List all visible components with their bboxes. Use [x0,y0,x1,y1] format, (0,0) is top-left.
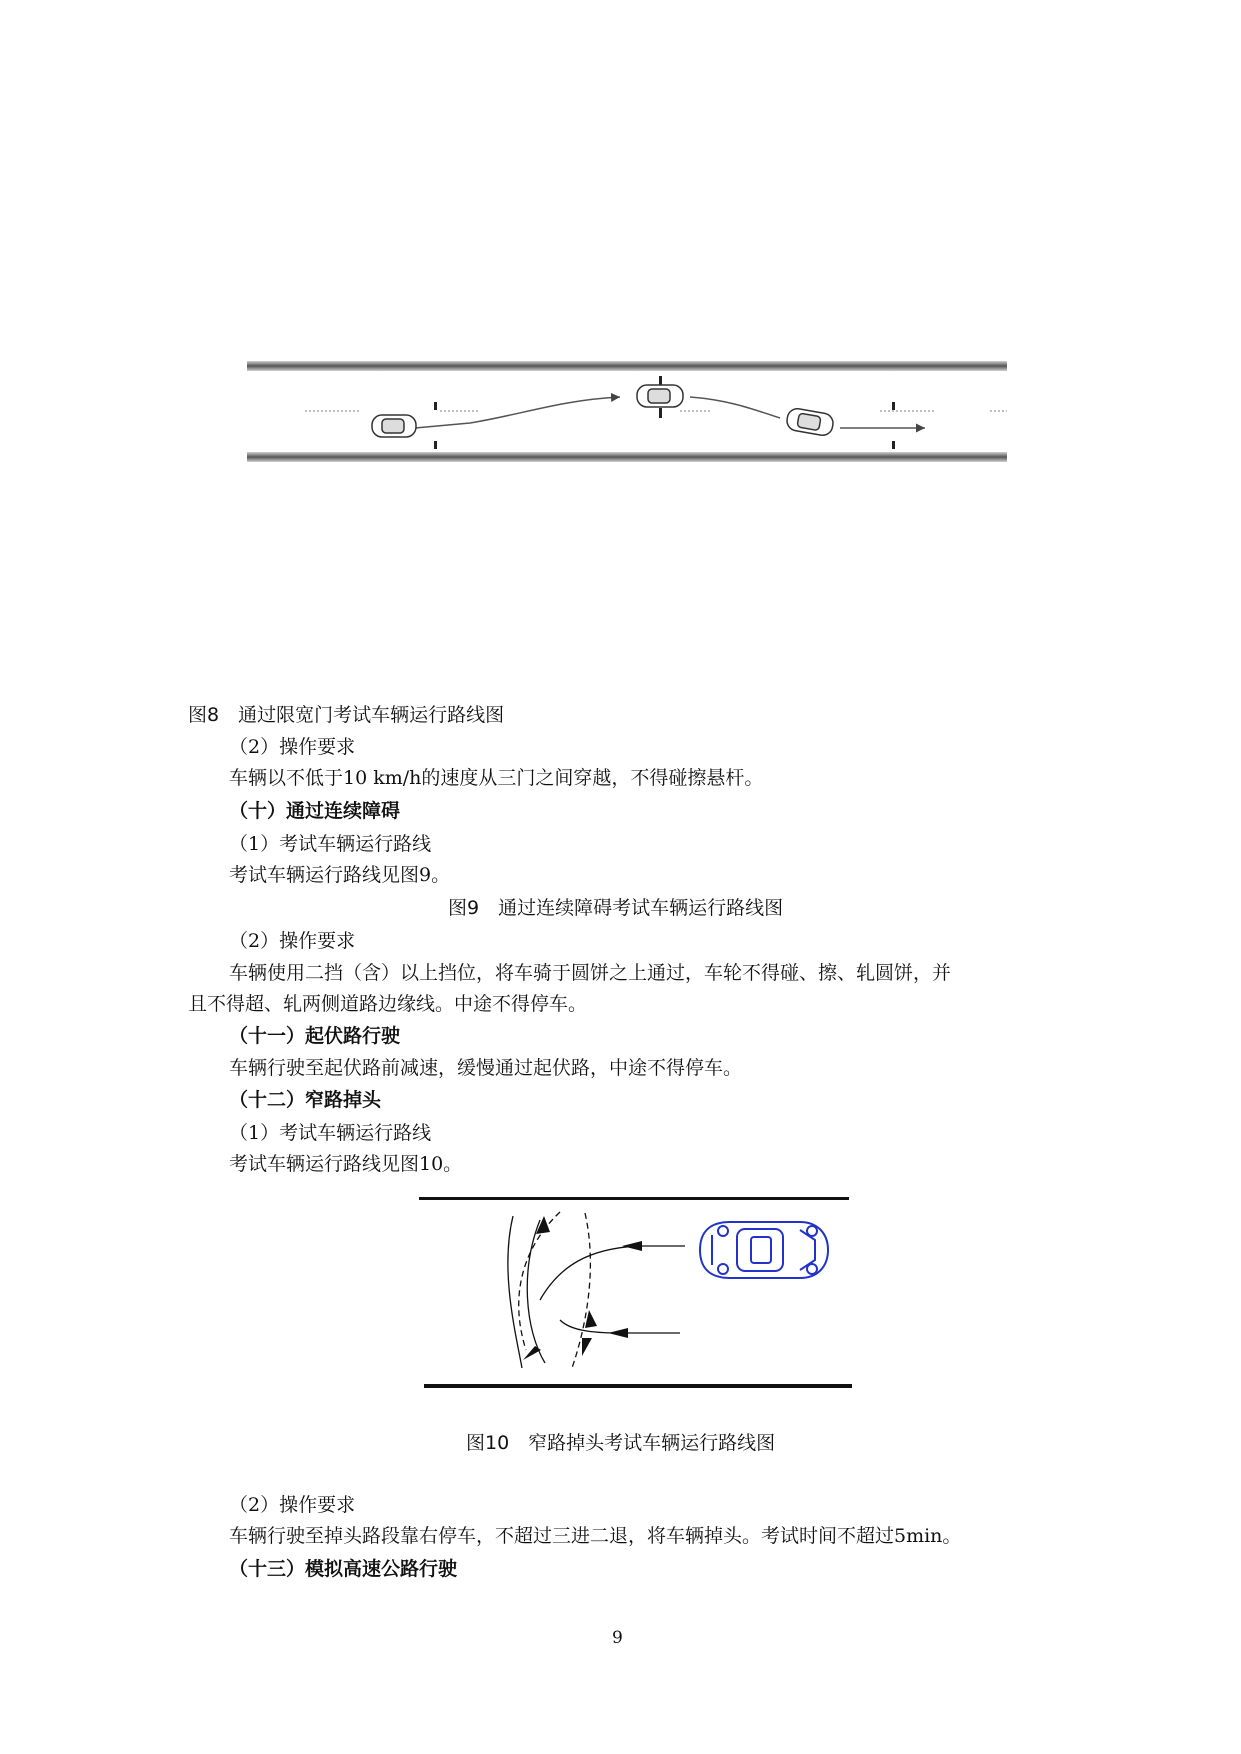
road-edge-line [419,1197,852,1388]
paragraph: （2）操作要求 [229,736,356,758]
section-heading: （十）通过连续障碍 [229,800,401,822]
paragraph: 车辆使用二挡（含）以上挡位，将车骑于圆饼之上通过，车轮不得碰、擦、轧圆饼，并 [229,962,952,984]
paragraph: （1）考试车辆运行路线 [229,833,432,855]
section-heading: （十三）模拟高速公路行驶 [229,1558,458,1580]
paragraph: 且不得超、轧两侧道路边缘线。中途不得停车。 [188,993,588,1015]
paragraph: 车辆行驶至起伏路前减速，缓慢通过起伏路，中途不得停车。 [229,1057,743,1079]
car-icon [700,1222,828,1278]
paragraph: （2）操作要求 [229,1494,356,1516]
turn-arcs [508,1212,685,1368]
figure-10-caption: 图10 窄路掉头考试车辆运行路线图 [466,1432,776,1454]
section-heading: （十二）窄路掉头 [229,1089,382,1111]
figure-9-caption: 图9 通过连续障碍考试车辆运行路线图 [448,897,784,919]
section-heading: （十一）起伏路行驶 [229,1025,401,1047]
figure-8-caption: 图8 通过限宽门考试车辆运行路线图 [188,704,505,726]
paragraph: 车辆行驶至掉头路段靠右停车，不超过三进二退，将车辆掉头。考试时间不超过5min。 [229,1525,962,1547]
paragraph: 车辆以不低于10 km/h的速度从三门之间穿越，不得碰擦悬杆。 [229,767,764,789]
page-number: 9 [612,1628,623,1648]
paragraph: 考试车辆运行路线见图9。 [229,864,451,886]
paragraph: （2）操作要求 [229,930,356,952]
paragraph: 考试车辆运行路线见图10。 [229,1153,463,1175]
direction-arrows [523,1216,642,1360]
paragraph: （1）考试车辆运行路线 [229,1122,432,1144]
